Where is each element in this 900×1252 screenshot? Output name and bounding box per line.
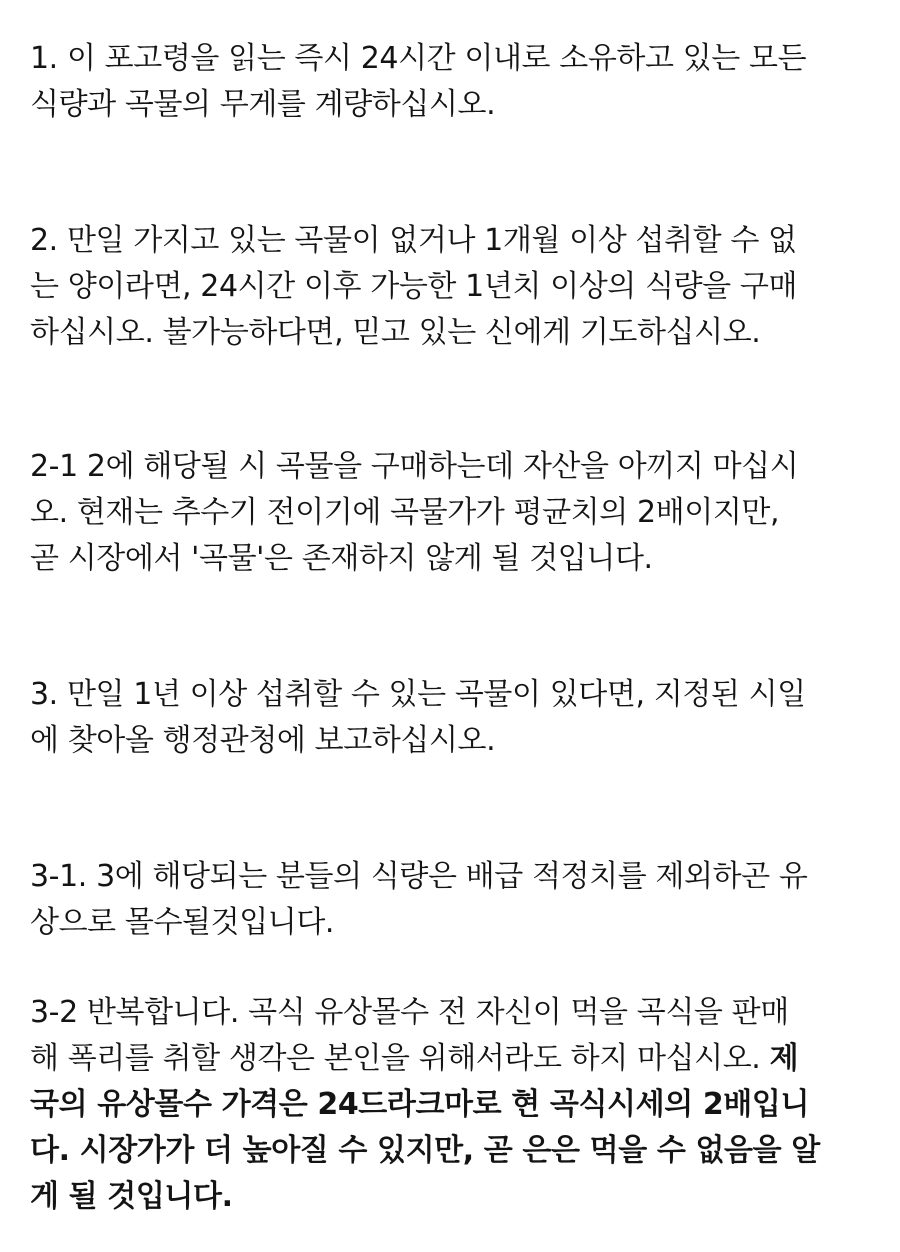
paragraph-3-2-line-1: 3-2 반복합니다. 곡식 유상몰수 전 자신이 먹을 곡식을 판매 bbox=[30, 995, 789, 1030]
paragraph-3-2 bbox=[30, 990, 875, 1220]
paragraph-3-1-line-2: 상으로 몰수될것입니다. bbox=[30, 905, 335, 940]
paragraph-3-line-2: 에 찾아올 행정관청에 보고하십시오. bbox=[30, 723, 496, 758]
paragraph-3-2-bold-line-2: 다. 시장가가 더 높아질 수 있지만, 곧 은은 먹을 수 없음을 알 bbox=[30, 1133, 820, 1168]
paragraph-2-line-1: 2. 만일 가지고 있는 곡물이 없거나 1개월 이상 섭취할 수 없 bbox=[30, 223, 797, 258]
paragraph-2-1-line-2: 오. 현재는 추수기 전이기에 곡물가가 평균치의 2배이지만, bbox=[30, 495, 780, 530]
paragraph-3-1 bbox=[30, 854, 875, 946]
paragraph-2-1-line-1: 2-1 2에 해당될 시 곡물을 구매하는데 자산을 아끼지 마십시 bbox=[30, 449, 799, 484]
paragraph-3-1-line-1: 3-1. 3에 해당되는 분들의 식량은 배급 적정치를 제외하곤 유 bbox=[30, 859, 808, 894]
paragraph-3-line-1: 3. 만일 1년 이상 섭취할 수 있는 곡물이 있다면, 지정된 시일 bbox=[30, 677, 806, 712]
paragraph-3-2-line-2-text: 해 폭리를 취할 생각은 본인을 위해서라도 하지 마십시오. bbox=[30, 1041, 770, 1076]
paragraph-1-line-2: 식량과 곡물의 무게를 계량하십시오. bbox=[30, 87, 496, 122]
paragraph-2-line-2: 는 양이라면, 24시간 이후 가능한 1년치 이상의 식량을 구매 bbox=[30, 269, 798, 304]
paragraph-3 bbox=[30, 672, 875, 764]
paragraph-2 bbox=[30, 218, 875, 356]
paragraph-1-line-1: 1. 이 포고령을 읽는 즉시 24시간 이내로 소유하고 있는 모든 bbox=[30, 41, 807, 76]
paragraph-3-2-bold-start: 제 bbox=[769, 1041, 799, 1076]
paragraph-2-1-line-3: 곧 시장에서 '곡물'은 존재하지 않게 될 것입니다. bbox=[30, 541, 653, 576]
paragraph-3-2-line-2 bbox=[30, 1036, 875, 1082]
paragraph-3-2-bold-line-3: 게 될 것입니다. bbox=[30, 1179, 233, 1214]
paragraph-2-1 bbox=[30, 444, 875, 582]
paragraph-2-line-3: 하십시오. 불가능하다면, 믿고 있는 신에게 기도하십시오. bbox=[30, 315, 761, 350]
paragraph-1 bbox=[30, 36, 875, 128]
paragraph-3-2-bold-line-1: 국의 유상몰수 가격은 24드라크마로 현 곡식시세의 2배입니 bbox=[30, 1087, 810, 1122]
